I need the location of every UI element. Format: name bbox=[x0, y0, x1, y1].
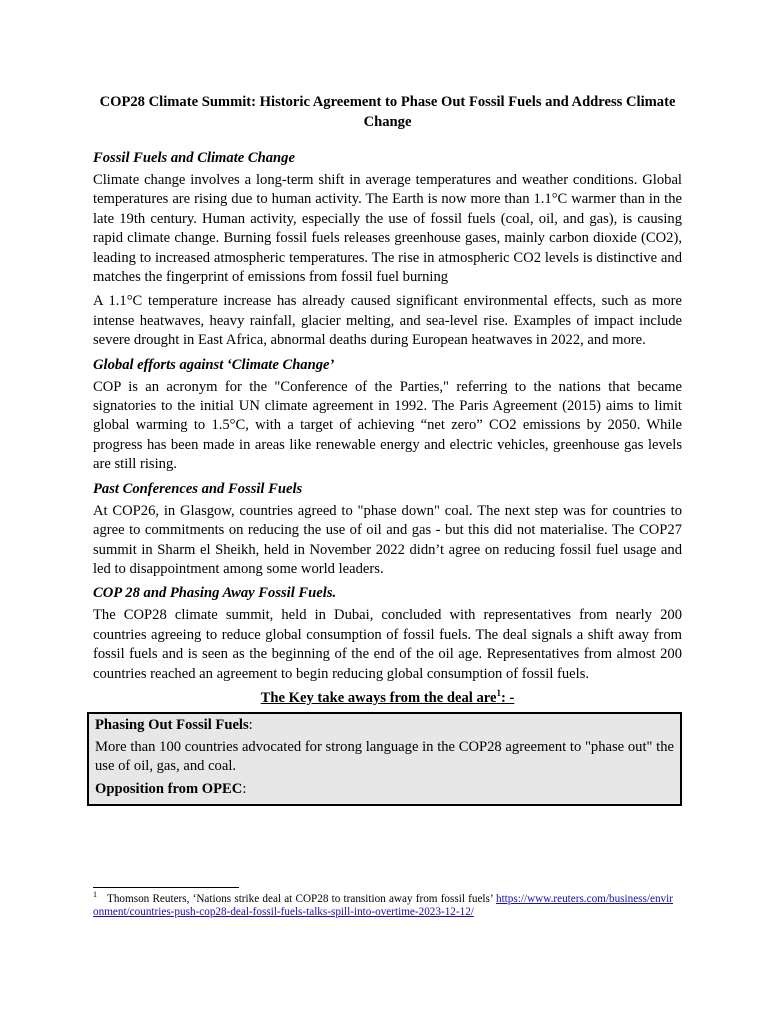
footnote bbox=[93, 890, 673, 919]
footnote-divider bbox=[93, 887, 239, 888]
paragraph: Climate change involves a long-term shift in average temperatures and weather conditions. Global temperatures are rising due to human activity. The Earth is now more than 1.1°C warmer than in the late 19th century. Human activity, especially the use of fossil fuels (coal, oil, and gas), is causing rapid climate change. Burning fossil fuels releases greenhouse gases, mainly carbon dioxide (CO2), leading to increased atmospheric temperatures. The rise in atmospheric CO2 levels is distinctive and matches the fingerprint of emissions from fossil fuel burning bbox=[93, 172, 682, 286]
section-heading-past-conferences: Past Conferences and Fossil Fuels bbox=[93, 480, 303, 497]
box-item-label bbox=[95, 779, 674, 799]
box-item-colon: : bbox=[248, 716, 253, 733]
box-item-label-text: Phasing Out Fossil Fuels bbox=[95, 716, 249, 733]
paragraph: COP is an acronym for the "Conference of the Parties," referring to the nations that became signatories to the initial UN climate agreement in 1992. The Paris Agreement (2015) aims to limit global warming to 1.5°C, with a target of achieving “net zero” CO2 emissions by 2050. While progress has been made in areas like renewable energy and electric vehicles, greenhouse gas levels are still rising. bbox=[93, 378, 682, 473]
box-item-text: More than 100 countries advocated for strong language in the COP28 agreement to "phase out" the use of oil, gas, and coal. bbox=[95, 738, 674, 775]
document-title: COP28 Climate Summit: Historic Agreement to Phase Out Fossil Fuels and Address Climate Change bbox=[99, 94, 676, 130]
takeaways-box bbox=[87, 712, 682, 806]
takeaways-text: The Key take aways from the deal are bbox=[260, 689, 497, 706]
paragraph: A 1.1°C temperature increase has already caused significant environmental effects, such as more intense heatwaves, heavy rainfall, glacier melting, and sea-level rise. Examples of impact include severe drought in East Africa, abnormal deaths during European heatwaves in 2022, and more. bbox=[93, 293, 682, 349]
footnote-link[interactable]: https://www.reuters.com/business/environment/countries-push-cop28-deal-fossil-fuels-talks-spill-into-overtime-2023-12-12/ bbox=[93, 893, 673, 918]
box-item-label-text: Opposition from OPEC bbox=[95, 780, 243, 797]
paragraph: At COP26, in Glasgow, countries agreed to "phase down" coal. The next step was for countries to agree to commitments on reducing the use of oil and gas - but this did not materialise. The COP27 summit in Sharm el Sheikh, held in November 2022 didn’t agree on reducing fossil fuel usage and led to disappointment among some world leaders. bbox=[93, 502, 682, 577]
footnote-text: Thomson Reuters, ‘Nations strike deal at COP28 to transition away from fossil fuels’ bbox=[107, 893, 493, 905]
box-item-label bbox=[95, 715, 674, 735]
section-heading-cop28: COP 28 and Phasing Away Fossil Fuels. bbox=[93, 585, 337, 602]
box-item-colon: : bbox=[242, 780, 247, 797]
takeaways-heading bbox=[93, 689, 682, 708]
takeaways-suffix: : - bbox=[500, 689, 515, 706]
footnote-mark: 1 bbox=[93, 890, 97, 900]
paragraph: The COP28 climate summit, held in Dubai, concluded with representatives from nearly 200 countries agreeing to reduce global consumption of fossil fuels. The deal signals a shift away from fossil fuels and is seen as the beginning of the end of the oil age. Representatives from almost 200 countries reached an agreement to begin reducing global consumption of fossil fuels. bbox=[93, 607, 682, 682]
section-heading-fossil-fuels: Fossil Fuels and Climate Change bbox=[93, 150, 295, 166]
footnote-reference[interactable]: 1 bbox=[496, 688, 501, 699]
section-heading-global-efforts: Global efforts against ‘Climate Change’ bbox=[93, 356, 335, 373]
